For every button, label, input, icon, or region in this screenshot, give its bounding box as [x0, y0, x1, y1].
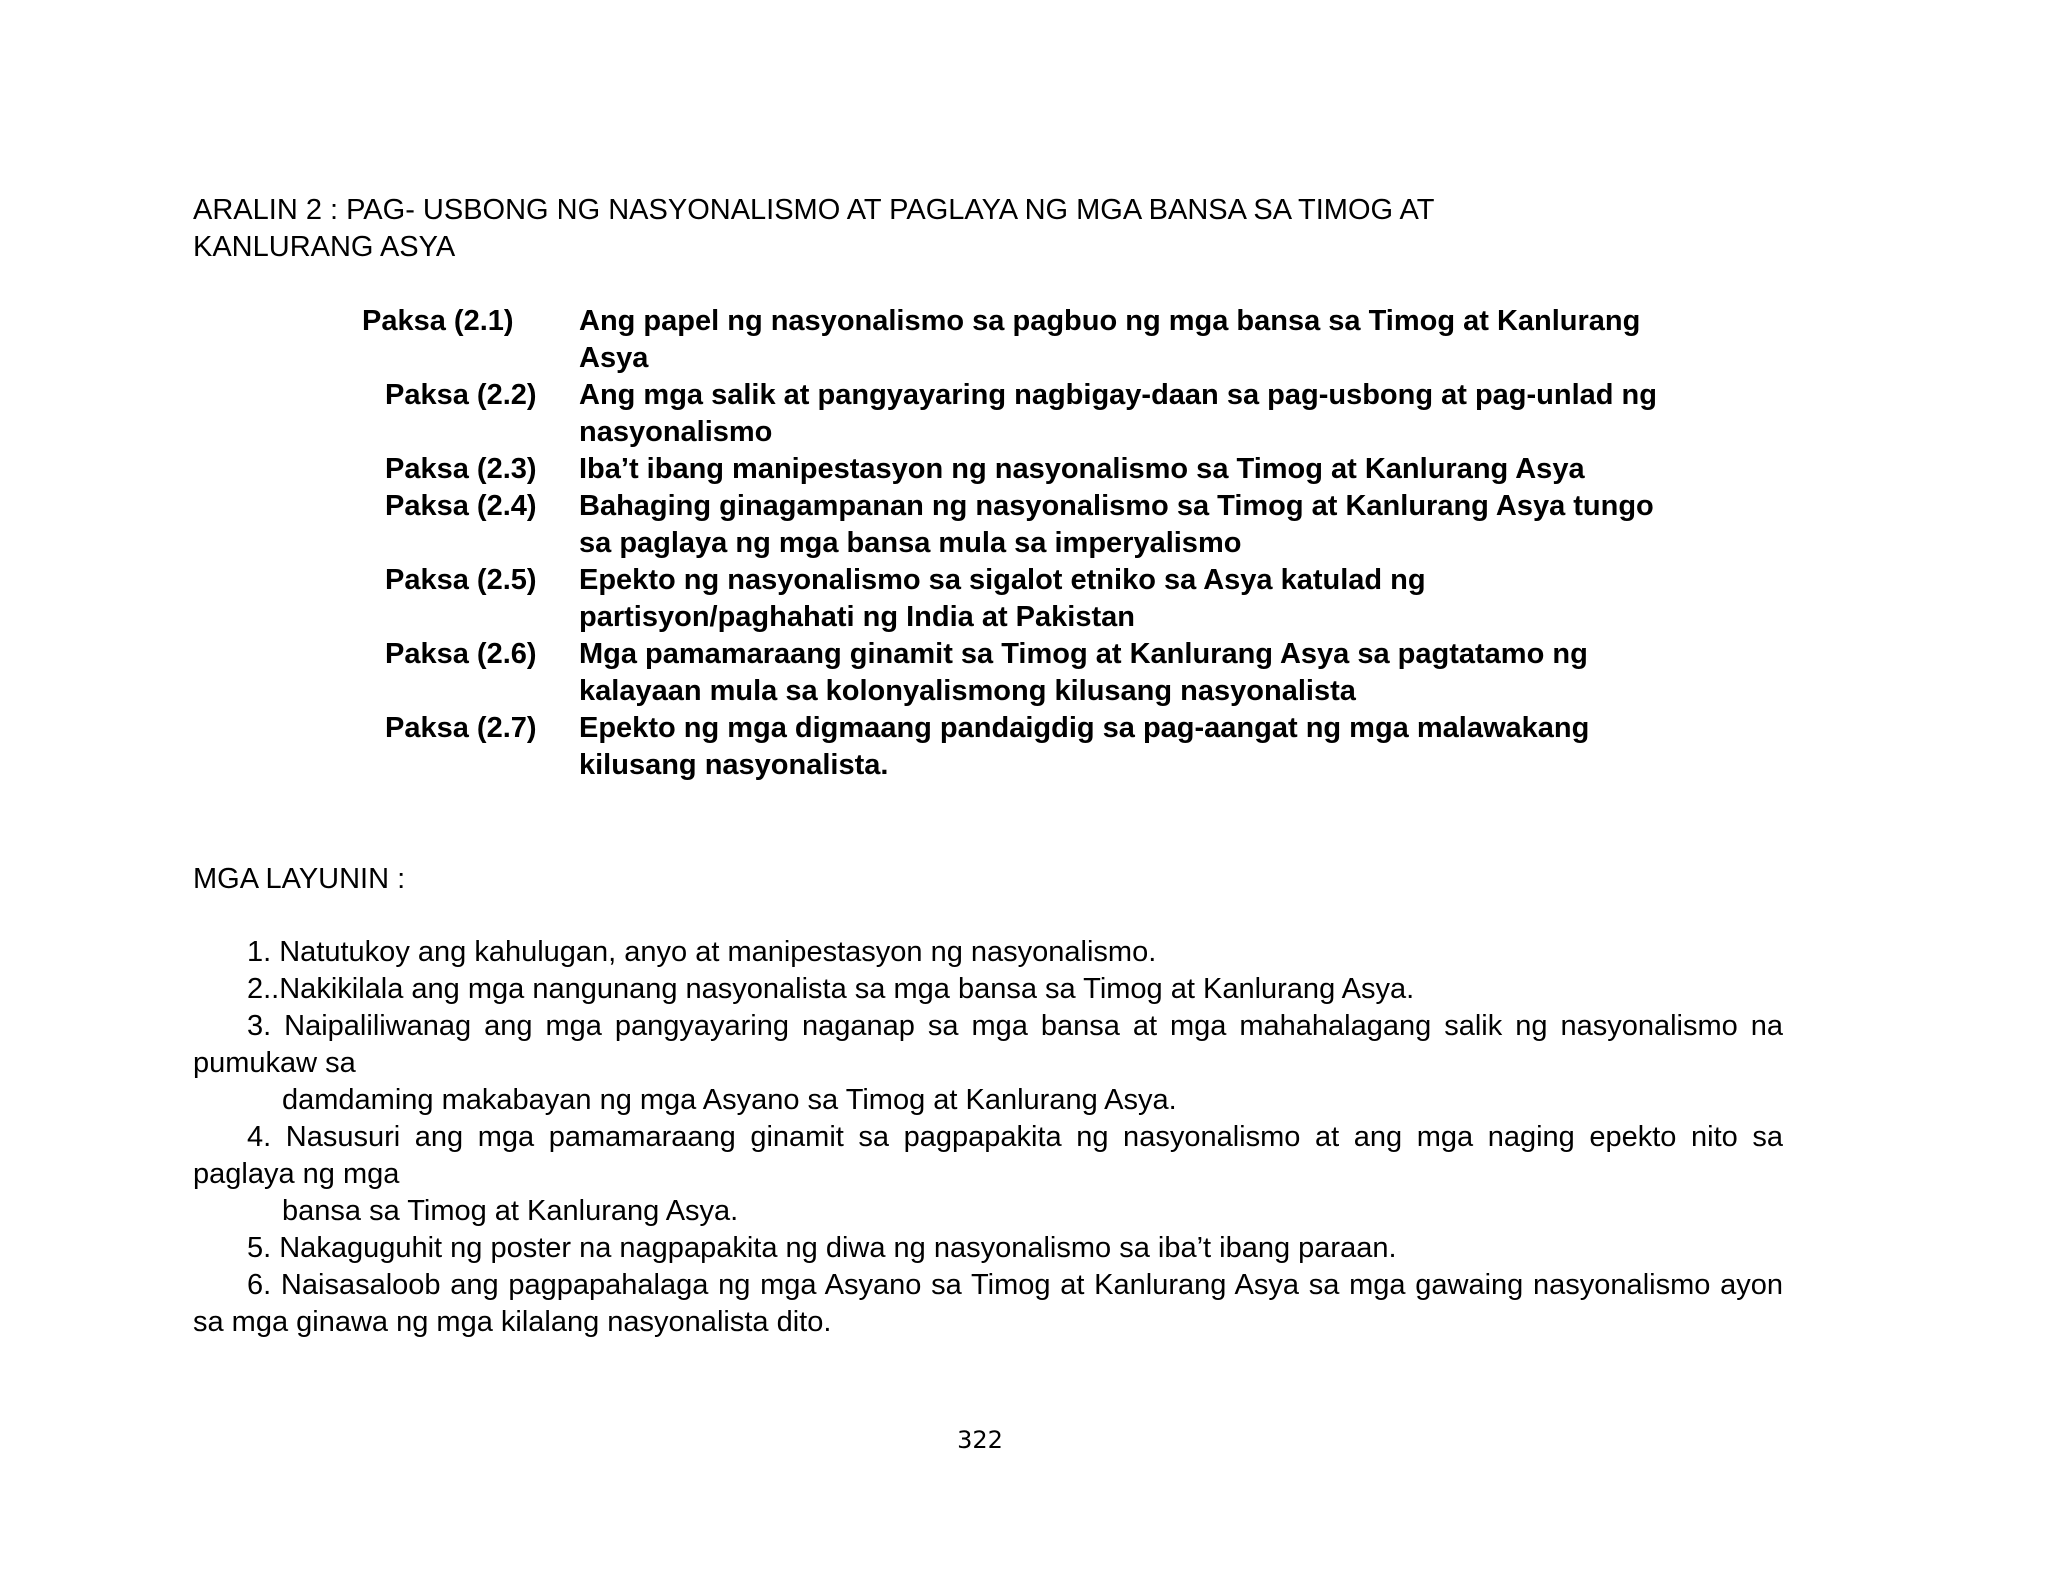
objective-text: 5. Nakaguguhit ng poster na nagpapakita ng diwa ng nasyonalismo sa iba’t ibang paraan. [247, 1232, 1397, 1264]
topic-line: partisyon/paghahati ng India at Pakistan [579, 601, 1135, 633]
topic-item [0, 636, 2048, 673]
objective-text: 4. Nasusuri ang mga pamamaraang ginamit sa pagpapakita ng nasyonalismo at ang mga naging epekto nito sa paglaya ng mga [193, 1121, 1783, 1190]
topic-label: Paksa (2.7) [385, 712, 553, 744]
topic-item [0, 303, 2048, 340]
topic-line: Ang papel ng nasyonalismo sa pagbuo ng mga bansa sa Timog at Kanlurang [579, 305, 1641, 337]
topic-label: Paksa (2.4) [385, 490, 545, 522]
objective-text: 3. Naipaliliwanag ang mga pangyayaring naganap sa mga bansa at mga mahahalagang salik ng nasyonalismo na pumukaw sa [193, 1010, 1783, 1079]
topic-item [0, 451, 2048, 488]
topic-line: kalayaan mula sa kolonyalismong kilusang nasyonalista [579, 675, 1356, 707]
topic-label-spacer [0, 525, 579, 562]
objective-item [193, 1267, 1783, 1341]
topic-label-spacer [0, 747, 579, 784]
topic-continuation [0, 673, 2048, 710]
page-number: 322 [957, 1426, 1003, 1454]
objectives-heading: MGA LAYUNIN : [193, 863, 406, 895]
topic-text [579, 303, 1769, 340]
topic-line: Asya [579, 342, 649, 374]
topic-label: Paksa (2.2) [385, 379, 545, 411]
topic-line: Epekto ng mga digmaang pandaigdig sa pag-aangat ng mga malawakang [579, 712, 1590, 744]
objective-item [193, 971, 1783, 1008]
topic-label: Paksa (2.6) [385, 638, 553, 670]
topic-continuation [0, 525, 2048, 562]
topic-line: nasyonalismo [579, 416, 773, 448]
topic-line: Mga pamamaraang ginamit sa Timog at Kanlurang Asya sa pagtatamo ng [579, 638, 1588, 670]
objective-item [193, 1230, 1783, 1267]
topic-item [0, 488, 2048, 525]
topic-label-spacer [0, 599, 579, 636]
topic-label: Paksa (2.1) [362, 305, 522, 337]
objectives-list [193, 934, 1783, 1341]
objective-text: 1. Natutukoy ang kahulugan, anyo at manipestasyon ng nasyonalismo. [247, 936, 1157, 968]
topic-continuation [0, 340, 2048, 377]
topic-label: Paksa (2.5) [385, 564, 545, 596]
topic-continuation [0, 599, 2048, 636]
topic-label-spacer [0, 673, 579, 710]
topic-continuation [0, 414, 2048, 451]
topic-continuation [0, 747, 2048, 784]
topic-line: Ang mga salik at pangyayaring nagbigay-daan sa pag-usbong at pag-unlad ng [579, 379, 1657, 411]
topic-list [0, 303, 2048, 784]
topic-label: Paksa (2.3) [385, 453, 545, 485]
lesson-heading [193, 192, 1813, 266]
topic-line: sa paglaya ng mga bansa mula sa imperyalismo [579, 527, 1242, 559]
objective-text: 2..Nakikilala ang mga nangunang nasyonalista sa mga bansa sa Timog at Kanlurang Asya. [247, 973, 1415, 1005]
topic-item [0, 377, 2048, 414]
topic-line: Epekto ng nasyonalismo sa sigalot etniko sa Asya katulad ng [579, 564, 1426, 596]
objective-item [193, 934, 1783, 971]
topic-line: Iba’t ibang manipestasyon ng nasyonalismo sa Timog at Kanlurang Asya [579, 453, 1585, 485]
objective-text: 6. Naisasaloob ang pagpapahalaga ng mga Asyano sa Timog at Kanlurang Asya sa mga gawaing nasyonalismo ayon sa mga ginawa ng mga kilalang nasyonalista dito. [193, 1269, 1783, 1338]
lesson-heading-line: KANLURANG ASYA [193, 231, 456, 263]
objective-continuation: bansa sa Timog at Kanlurang Asya. [282, 1195, 739, 1227]
topic-label-spacer [0, 340, 579, 377]
objective-item [193, 1119, 1783, 1230]
topic-item [0, 562, 2048, 599]
topic-line: kilusang nasyonalista. [579, 749, 889, 781]
lesson-heading-line: ARALIN 2 : PAG- USBONG NG NASYONALISMO AT PAGLAYA NG MGA BANSA SA TIMOG AT [193, 194, 1435, 226]
objective-item [193, 1008, 1783, 1119]
topic-line: Bahaging ginagampanan ng nasyonalismo sa Timog at Kanlurang Asya tungo [579, 490, 1654, 522]
topic-item [0, 710, 2048, 747]
topic-label-spacer [0, 414, 579, 451]
objective-continuation: damdaming makabayan ng mga Asyano sa Timog at Kanlurang Asya. [282, 1084, 1177, 1116]
